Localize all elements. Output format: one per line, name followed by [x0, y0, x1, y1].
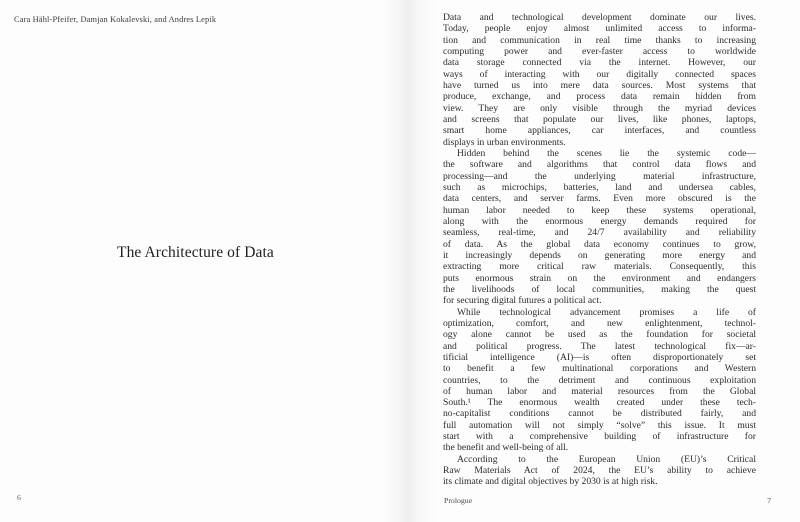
body-line: Raw Materials Act of 2024, the EU’s ability to achieve: [443, 465, 756, 477]
body-line: processing—and the underlying material infrastructure,: [443, 170, 756, 182]
body-line: data centers, and server farms. Even more obscured is the: [443, 193, 756, 205]
body-line: computing power and ever-faster access to worldwide: [443, 45, 756, 57]
body-line: and political progress. The latest technological fix—ar-: [443, 340, 756, 352]
running-footer-label: Prologue: [444, 496, 473, 505]
chapter-title: The Architecture of Data: [117, 244, 274, 261]
body-line: smart home appliances, car interfaces, and countless: [443, 125, 756, 137]
body-line: seamless, real-time, and 24/7 availability and reliability: [443, 227, 756, 239]
body-line: produce, exchange, and process data remain hidden from: [443, 91, 756, 103]
body-line: extracting more critical raw materials. Consequently, this: [443, 261, 756, 273]
spine-gutter-shadow: [382, 0, 440, 522]
body-line: tion and communication in real time thanks to increasing: [443, 34, 756, 46]
authors-line: Cara Hähl-Pfeifer, Damjan Kokalevski, and Andres Lepik: [14, 15, 217, 24]
body-line: have turned us into mere data sources. Most systems that: [443, 79, 756, 91]
body-line: of data. As the global data economy continues to grow,: [443, 238, 756, 250]
body-line: the livelihoods of local communities, making the quest: [443, 283, 756, 295]
page-number-right: 7: [767, 496, 771, 505]
body-line: its climate and digital objectives by 2030 is at high risk.: [443, 476, 658, 488]
body-line: South.¹ The enormous wealth created under these tech-: [443, 397, 756, 409]
body-line: ways of interacting with our digitally connected spaces: [443, 68, 756, 80]
body-paragraph: [443, 307, 756, 454]
body-line: While technological advancement promises a life of: [457, 306, 756, 318]
body-line: Today, people enjoy almost unlimited access to informa-: [443, 23, 756, 35]
body-line: displays in urban environments.: [443, 136, 566, 148]
body-line: the benefit and well-being of all.: [443, 442, 569, 454]
body-line: human labor needed to keep these systems operational,: [443, 204, 756, 216]
body-line: tificial intelligence (AI)—is often disproportionately set: [443, 351, 756, 363]
body-line: Hidden behind the scenes lie the systemic code—: [457, 147, 756, 159]
body-paragraph: [443, 148, 756, 307]
body-line: such as microchips, batteries, land and undersea cables,: [443, 181, 756, 193]
body-line: view. They are only visible through the myriad devices: [443, 102, 756, 114]
body-line: According to the European Union (EU)’s Critical: [457, 453, 756, 465]
body-line: along with the enormous energy demands required for: [443, 215, 756, 227]
body-line: full automation will not simply “solve” this issue. It must: [443, 419, 756, 431]
body-paragraph: [443, 12, 756, 148]
body-line: and screens that populate our lives, like phones, laptops,: [443, 113, 756, 125]
body-line: puts enormous strain on the environment and endangers: [443, 272, 756, 284]
body-line: it increasingly depends on generating more energy and: [443, 249, 756, 261]
body-line: for securing digital futures a political act.: [443, 295, 602, 307]
page-number-left: 6: [17, 493, 21, 502]
body-paragraph: [443, 454, 756, 488]
body-line: to benefit a few multinational corporations and Western: [443, 363, 756, 375]
body-line: Data and technological development dominate our lives.: [443, 12, 756, 23]
running-footer: [444, 496, 771, 505]
body-line: countries, to the detriment and continuous exploitation: [443, 374, 756, 386]
body-line: the software and algorithms that control data flows and: [443, 159, 756, 171]
body-line: start with a comprehensive building of infrastructure for: [443, 431, 756, 443]
body-line: ogy alone cannot be used as the foundation for societal: [443, 329, 756, 341]
body-line: optimization, comfort, and new enlightenment, technol-: [443, 317, 756, 329]
body-text: [443, 12, 756, 488]
body-line: of human labor and material resources from the Global: [443, 385, 756, 397]
body-line: data storage connected via the internet. However, our: [443, 57, 756, 69]
body-line: no-capitalist conditions cannot be distributed fairly, and: [443, 408, 756, 420]
